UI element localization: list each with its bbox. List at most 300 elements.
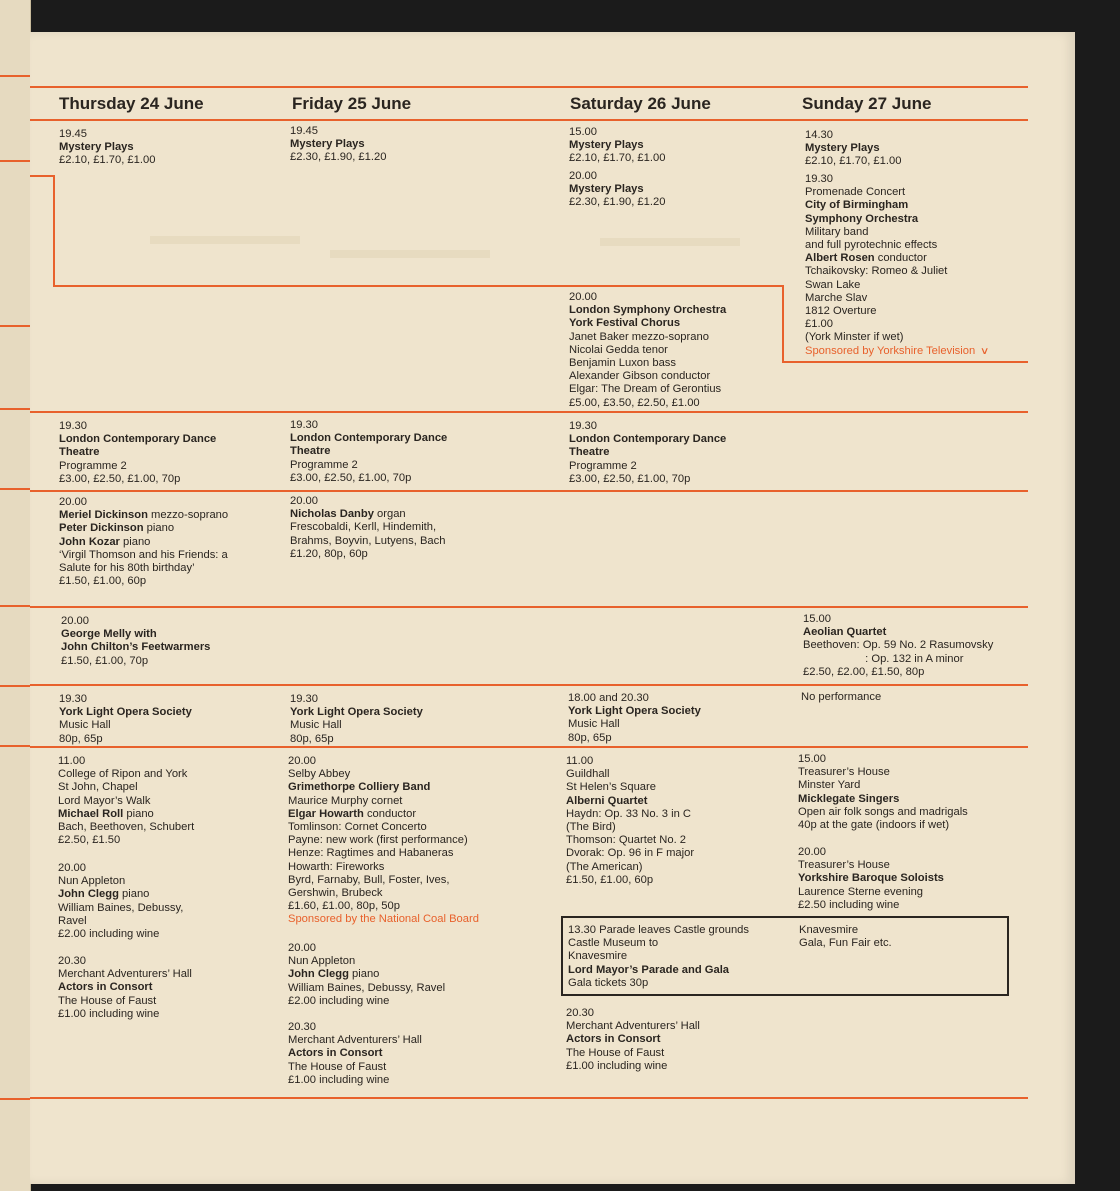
event-text: £1.50, £1.00, 60p [566,873,654,886]
event-line [58,795,283,808]
event-line [288,942,513,955]
event-text: 13.30 Parade leaves Castle grounds [568,924,749,936]
event-line [61,615,286,628]
event-line [805,155,1030,168]
performer-name: London Contemporary Dance [59,433,217,446]
performer-name: London Contemporary Dance [569,433,727,446]
event-text: £1.20, 80p, 60p [290,547,368,560]
event-line [569,183,794,196]
performer-name: York Light Opera Society [568,705,701,718]
event-text: Nicolai Gedda [569,343,640,356]
event-line [59,128,284,141]
event-line [805,199,1030,212]
event-text: Castle Museum to [568,937,659,950]
event-sat1 [569,126,794,166]
event-text: 20.00 [288,942,316,954]
event-fri1 [290,125,515,165]
event-text: 15.00 [803,613,831,625]
rule [0,1098,30,1100]
event-text: Merchant Adventurers’ Hall [566,1020,700,1033]
event-line [798,766,1023,779]
event-text: 20.00 [59,496,87,508]
event-line [288,900,513,913]
rule [0,408,30,410]
event-line [288,887,513,900]
event-text: 14.30 [805,129,833,141]
event-text: Laurence Sterne evening [798,885,924,898]
event-line [59,549,284,562]
performer-name: London Contemporary Dance [290,432,448,445]
event-text: ‘Virgil Thomson and his Friends: a [59,548,228,561]
event-line [799,924,1024,937]
event-text: £2.30, £1.90, £1.20 [569,196,666,209]
event-line [290,151,515,164]
event-text: Open air folk songs and madrigals [798,805,968,818]
event-line [61,655,286,668]
event-text: Thomson: Quartet No. 2 [566,834,687,847]
role-text: piano [143,522,175,535]
performer-name: Mystery Plays [290,138,365,151]
event-line [288,1034,513,1047]
event-thu3 [59,496,284,588]
event-text: 19.30 [290,419,318,431]
event-line [58,781,283,794]
event-line [288,955,513,968]
role-text: conductor [363,807,417,820]
event-line [288,1047,513,1060]
event-text: Salute for his 80th birthday’ [59,562,195,575]
event-line [566,808,791,821]
event-text: Lord Mayor’s Walk [58,794,151,807]
event-thu2 [59,420,284,486]
event-line [58,928,283,941]
event-line [566,834,791,847]
event-line [59,706,284,719]
event-line [59,522,284,535]
event-line [569,344,794,357]
event-text: 80p, 65p [59,732,103,745]
event-text: 20.00 [569,170,597,182]
event-line [798,846,1023,859]
event-text: 40p at the gate (indoors if wet) [798,819,950,832]
event-thu8 [58,955,283,1021]
event-sat2 [569,170,794,210]
event-text: Military band [805,225,869,238]
event-text: £3.00, £2.50, £1.00, 70p [59,472,181,485]
sponsor-text: Sponsored by the National Coal Board [288,913,479,926]
event-text: Brahms, Boyvin, Lutyens, Bach [290,534,446,547]
event-line [290,535,515,548]
event-line [290,521,515,534]
event-text: 19.45 [290,125,318,137]
event-line [59,446,284,459]
event-text: Gershwin, Brubeck [288,887,383,900]
event-line [566,781,791,794]
role-text: conductor [874,252,927,265]
role-text: organ [373,508,406,521]
event-text: £2.50 including wine [798,898,900,911]
mystery-box-rule [782,361,1028,363]
event-line [801,691,1026,704]
rule [0,745,30,747]
event-text: St Helen’s Square [566,781,656,794]
header-rule [30,119,1028,121]
event-line [805,265,1030,278]
event-line [290,706,515,719]
event-box2 [799,924,1024,950]
event-line [798,779,1023,792]
performer-name: Mystery Plays [59,141,134,154]
event-line [798,886,1023,899]
event-line [288,768,513,781]
event-line [288,795,513,808]
event-fri6 [288,755,513,927]
event-line [566,768,791,781]
performer-name: John Clegg [58,888,119,901]
event-line [569,460,794,473]
event-line [58,755,283,768]
performer-name: Actors in Consort [58,981,153,994]
event-line [566,821,791,834]
event-text: No performance [801,691,882,703]
performer-name: Mystery Plays [569,183,644,196]
role-text: mezzo-soprano [147,509,229,522]
event-fri3 [290,495,515,561]
event-line [805,129,1030,142]
performer-name: Theatre [290,445,331,458]
event-line [805,142,1030,155]
row-rule [30,606,1028,608]
event-line [568,964,793,977]
event-text: Beethoven: Op. 59 No. 2 Rasumovsky [803,639,994,652]
event-line [288,982,513,995]
event-text: Marche Slav [805,291,868,304]
event-text: 20.00 [290,495,318,507]
top-rule [30,86,1028,88]
event-line [805,239,1030,252]
event-text: 20.30 [288,1021,316,1033]
event-line [288,861,513,874]
performer-name: City of Birmingham [805,199,909,212]
event-line [59,496,284,509]
event-line [805,345,1030,358]
performer-name: York Light Opera Society [290,706,423,719]
performer-name: Meriel Dickinson [59,509,148,522]
event-line [569,139,794,152]
event-line [803,626,1028,639]
event-line [58,808,283,821]
event-text: 11.00 [58,755,86,767]
event-line [568,732,793,745]
event-text: Dvorak: Op. 96 in F major [566,847,695,860]
role-text: tenor [639,343,668,356]
event-line [58,862,283,875]
event-text: £2.00 including wine [288,994,390,1007]
event-text: £3.00, £2.50, £1.00, 70p [290,471,412,484]
event-text: Merchant Adventurers’ Hall [288,1034,422,1047]
event-line [288,995,513,1008]
performer-name: London Symphony Orchestra [569,304,727,317]
event-line [58,955,283,968]
chevron-down-icon: ∨ [980,345,990,357]
event-line [568,937,793,950]
performer-name: Yorkshire Baroque Soloists [798,872,944,885]
event-line [290,548,515,561]
performer-name: York Festival Chorus [569,317,681,330]
event-text: £1.60, £1.00, 80p, 50p [288,900,400,913]
event-line [290,459,515,472]
event-line [799,937,1024,950]
event-text: 11.00 [566,755,594,767]
performer-name: Theatre [569,446,610,459]
event-line [288,755,513,768]
performer-name: Mystery Plays [569,139,644,152]
event-line [568,977,793,990]
event-line [803,613,1028,626]
event-text: (The American) [566,860,643,873]
role-text: cornet [368,794,403,807]
event-text: Guildhall [566,768,610,781]
event-text: 19.30 [805,173,833,185]
event-line [61,641,286,654]
event-text: Tomlinson: Cornet Concerto [288,821,427,834]
event-text: Minster Yard [798,779,861,792]
event-line [569,317,794,330]
event-line [805,186,1030,199]
event-line [58,768,283,781]
performer-name: Alberni Quartet [566,794,648,807]
event-text: £1.00 including wine [58,1007,160,1020]
event-text: Maurice Murphy [288,794,369,807]
event-line [59,509,284,522]
role-text: bass [649,357,676,370]
event-thu7 [58,862,283,941]
event-text: (The Bird) [566,821,616,834]
role-text: mezzo-soprano [628,330,709,343]
event-text: Knavesmire [568,950,628,963]
rule [0,488,30,490]
event-text: Treasurer’s House [798,859,890,872]
event-text: St John, Chapel [58,781,138,794]
event-text: Nun Appleton [58,875,126,888]
event-text: 20.00 [58,862,86,874]
rule [0,75,30,77]
event-line [569,446,794,459]
event-line [566,1020,791,1033]
event-text: 15.00 [798,753,826,765]
event-text: College of Ripon and York [58,768,188,781]
event-text: £3.00, £2.50, £1.00, 70p [569,472,691,485]
event-text: The House of Faust [288,1060,387,1073]
event-line [568,718,793,731]
event-line [290,719,515,732]
event-line [569,291,794,304]
event-line [290,125,515,138]
event-line [569,126,794,139]
event-sun7 [798,846,1023,912]
event-text: 15.00 [569,126,597,138]
event-line [569,170,794,183]
event-text: Gala tickets 30p [568,976,649,989]
event-line [58,875,283,888]
event-line [58,821,283,834]
event-fri5 [290,693,515,746]
performer-name: John Kozar [59,535,120,548]
event-line [288,834,513,847]
mystery-box-rule [53,285,784,287]
event-text: Gala, Fun Fair etc. [799,937,892,950]
event-line [566,1047,791,1060]
sponsor-text: Sponsored by Yorkshire Television [805,344,976,357]
event-text: Frescobaldi, Kerll, Hindemith, [290,521,437,534]
event-line [569,383,794,396]
event-line [58,995,283,1008]
event-box1 [568,924,793,990]
event-text: 19.30 [290,693,318,705]
event-line [58,1008,283,1021]
event-line [566,861,791,874]
event-sat3 [569,291,794,410]
event-line [61,628,286,641]
event-sat5 [568,692,793,745]
event-text: 80p, 65p [568,731,612,744]
performer-name: Actors in Consort [566,1033,661,1046]
event-line [805,305,1030,318]
event-line [58,902,283,915]
event-text: Byrd, Farnaby, Bull, Foster, Ives, [288,873,450,886]
event-text: £1.50, £1.00, 70p [61,654,149,667]
show-through [600,238,740,246]
performer-name: Peter Dickinson [59,522,144,535]
event-text: William Baines, Debussy, Ravel [288,981,446,994]
performer-name: Micklegate Singers [798,792,900,805]
event-line [59,433,284,446]
show-through [330,250,490,258]
event-line [59,719,284,732]
event-line [288,1021,513,1034]
event-text: Janet Baker [569,330,629,343]
event-text: 20.30 [566,1007,594,1019]
event-text: Swan Lake [805,278,861,291]
event-line [569,420,794,433]
performer-name: Symphony Orchestra [805,212,919,225]
day-heading-thursday: Thursday 24 June [59,94,204,113]
event-line [288,968,513,981]
event-text: 18.00 and 20.30 [568,692,649,704]
event-line [290,495,515,508]
event-line [569,433,794,446]
event-text: £1.50, £1.00, 60p [59,575,147,588]
event-sun1 [805,129,1030,169]
event-line [803,639,1028,652]
event-line [568,924,793,937]
event-line [58,981,283,994]
event-text: £1.00 including wine [288,1073,390,1086]
event-text: 1812 Overture [805,305,877,318]
rule [0,605,30,607]
bottom-rule [30,1097,1028,1099]
event-line [805,318,1030,331]
event-line [569,370,794,383]
event-line [288,874,513,887]
event-line [569,397,794,410]
event-line [288,821,513,834]
event-text: and full pyrotechnic effects [805,239,938,252]
event-line [290,445,515,458]
row-rule [30,411,1028,413]
event-line [569,304,794,317]
event-line [59,693,284,706]
event-line [288,1061,513,1074]
event-line [803,653,1028,666]
event-text: 19.30 [59,420,87,432]
event-fri7 [288,942,513,1008]
event-line [59,733,284,746]
event-line [569,331,794,344]
mystery-box-rule [53,175,55,287]
day-heading-friday: Friday 25 June [292,94,412,113]
event-line [805,226,1030,239]
rule [0,325,30,327]
mystery-box-rule [30,175,54,177]
role-text: piano [119,535,151,548]
event-line [566,795,791,808]
event-line [290,432,515,445]
row-rule [30,684,1028,686]
event-text: 20.00 [288,755,316,767]
event-text: 20.30 [58,955,86,967]
event-text: Howarth: Fireworks [288,860,385,873]
event-sun3 [803,613,1028,679]
event-text: Music Hall [59,719,111,732]
event-line [798,819,1023,832]
event-thu6 [58,755,283,847]
performer-name: Actors in Consort [288,1047,383,1060]
event-line [59,536,284,549]
event-line [58,968,283,981]
event-text: Programme 2 [59,459,127,472]
event-line [288,808,513,821]
event-text: Selby Abbey [288,768,351,781]
event-text: £2.50, £1.50 [58,834,121,847]
day-heading-saturday: Saturday 26 June [570,94,711,113]
performer-name: Lord Mayor’s Parade and Gala [568,963,730,976]
event-text: (York Minster if wet) [805,331,904,344]
event-sat4 [569,420,794,486]
event-line [566,1007,791,1020]
event-thu1 [59,128,284,168]
event-text: Music Hall [290,719,342,732]
event-text: £2.10, £1.70, £1.00 [569,152,666,165]
event-fri8 [288,1021,513,1087]
performer-name: Nicholas Danby [290,508,374,521]
event-text: Bach, Beethoven, Schubert [58,821,195,834]
role-text: piano [123,807,154,820]
event-text: 20.00 [61,615,89,627]
performer-name: Grimethorpe Colliery Band [288,781,431,794]
event-line [569,357,794,370]
event-text: 19.30 [569,420,597,432]
performer-name: Aeolian Quartet [803,626,887,639]
event-line [288,913,513,926]
performer-name: Theatre [59,446,100,459]
event-text: 20.00 [569,291,597,303]
performer-name: John Chilton’s Feetwarmers [61,641,211,654]
event-text: £2.10, £1.70, £1.00 [805,155,902,168]
event-line [290,138,515,151]
performer-name: Albert Rosen [805,252,875,265]
event-line [59,460,284,473]
